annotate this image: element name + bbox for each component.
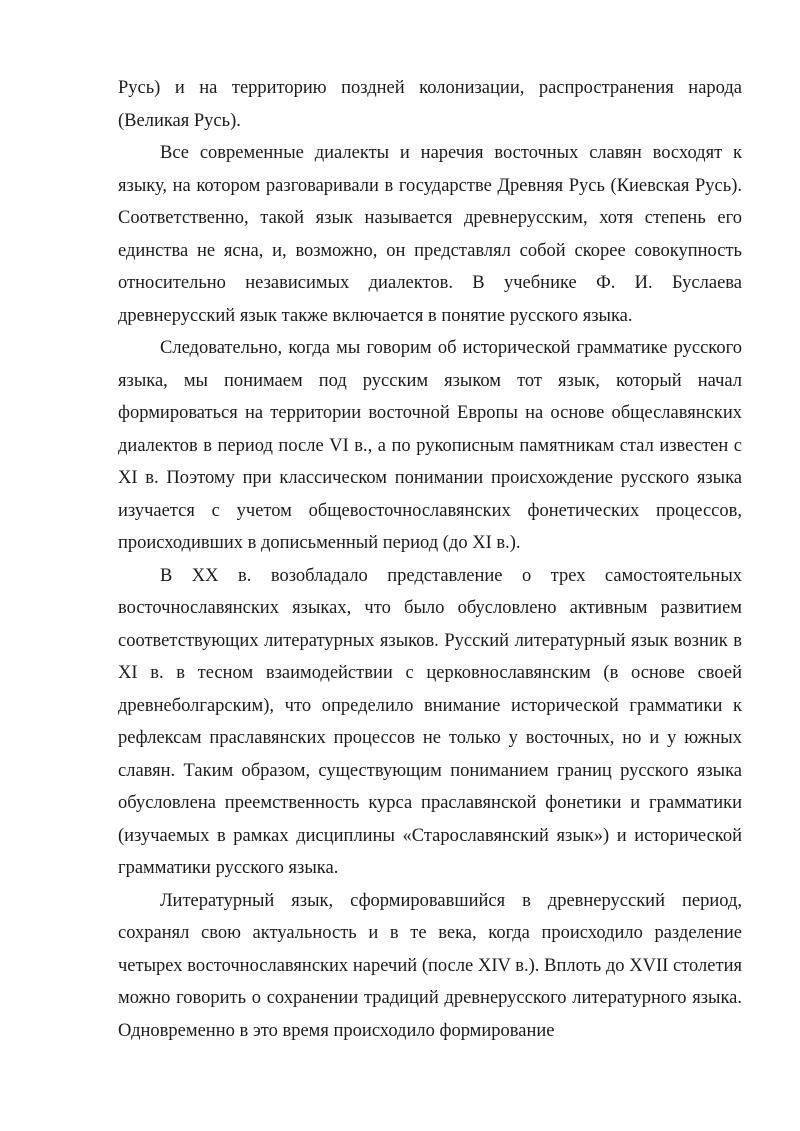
paragraph: Все современные диалекты и наречия восточных славян восходят к языку, на котором разговаривали в государстве Древняя Русь (Киевская Русь). Соответственно, такой язык называется древнерусским, хотя степень его единства не ясна, и, возможно, он представлял собой скорее совокупность относительно независимых диалектов. В учебнике Ф. И. Буслаева древнерусский язык также включается в понятие русского языка. (118, 143, 742, 326)
paragraph: Следовательно, когда мы говорим об исторической грамматике русского языка, мы понимаем под русским языком тот язык, который начал формироваться на территории восточной Европы на основе общеславянских диалектов в период после VI в., а по рукописным памятникам стал известен с XI в. Поэтому при классическом понимании происхождение русского языка изучается с учетом общевосточнославянских фонетических процессов, происходивших в дописьменный период (до XI в.). (118, 338, 742, 553)
paragraph: Литературный язык, сформировавшийся в древнерусский период, сохранял свою актуальность и в те века, когда происходило разделение четырех восточнославянских наречий (после XIV в.). Вплоть до XVII столетия можно говорить о сохранении традиций древнерусского литературного языка. Одновременно в это время происходило формирование (118, 890, 742, 1041)
paragraph-continued: Русь) и на территорию поздней колонизации, распространения народа (Великая Русь). (118, 78, 742, 131)
paragraph: В XX в. возобладало представление о трех самостоятельных восточнославянских языках, что было обусловлено активным развитием соответствующих литературных языков. Русский литературный язык возник в XI в. в тесном взаимодействии с церковнославянским (в основе своей древнеболгарским), что определило внимание исторической грамматики к рефлексам праславянских процессов не только у восточных, но и у южных славян. Таким образом, существующим пониманием границ русского языка обусловлена преемственность курса праславянской фонетики и грамматики (изучаемых в рамках дисциплины «Старославянский язык») и исторической грамматики русского языка. (118, 565, 742, 878)
document-page (118, 72, 742, 1047)
